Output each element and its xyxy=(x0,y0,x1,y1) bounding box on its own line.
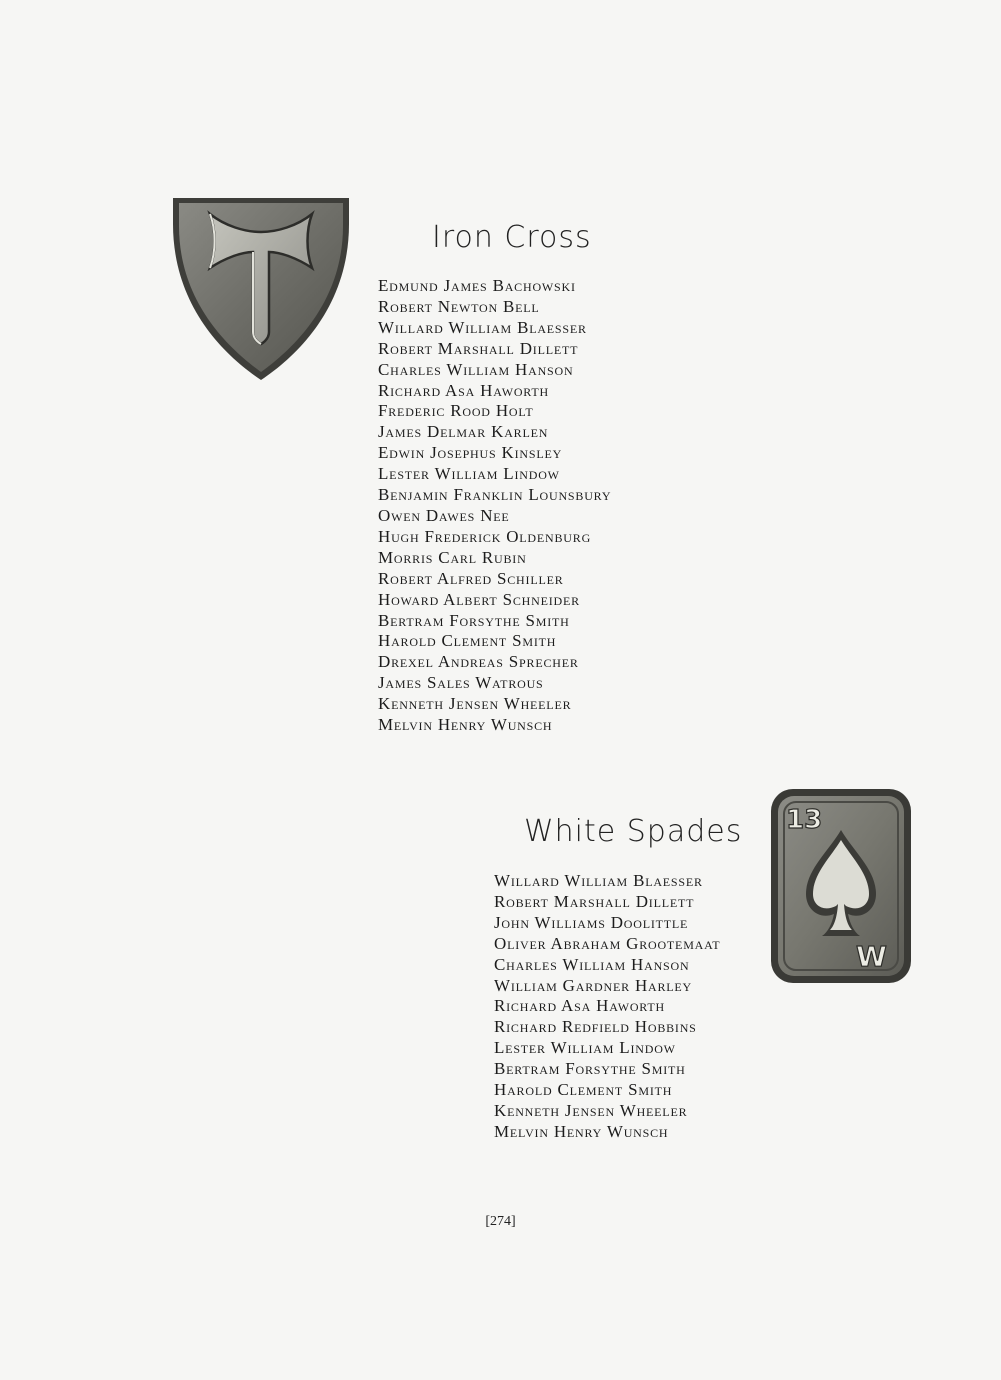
list-item: Charles William Hanson xyxy=(494,954,690,974)
list-item: Melvin Henry Wunsch xyxy=(378,715,553,735)
list-item: Robert Newton Bell xyxy=(378,296,540,316)
iron-cross-title: Iron Cross xyxy=(432,220,592,255)
list-item: Robert Marshall Dillett xyxy=(494,891,695,911)
list-item: Drexel Andreas Sprecher xyxy=(378,652,579,672)
iron-cross-shield-icon xyxy=(170,194,352,384)
list-item: Willard William Blaesser xyxy=(494,871,703,890)
list-item: Lester William Lindow xyxy=(378,464,560,484)
list-item: Willard William Blaesser xyxy=(378,317,587,337)
page-number: [274] xyxy=(485,1214,516,1229)
list-item: Edmund James Bachowski xyxy=(378,276,576,295)
iron-cross-member-list xyxy=(378,276,611,736)
list-item: Richard Asa Haworth xyxy=(494,996,665,1016)
list-item: Melvin Henry Wunsch xyxy=(494,1121,669,1141)
list-item: Morris Carl Rubin xyxy=(378,547,527,567)
white-spade-card-pin-icon xyxy=(768,786,914,986)
white-spades-member-list xyxy=(494,871,720,1143)
list-item: Bertram Forsythe Smith xyxy=(494,1059,686,1079)
list-item: Robert Marshall Dillett xyxy=(378,338,579,358)
list-item: Harold Clement Smith xyxy=(494,1080,673,1100)
list-item: Owen Dawes Nee xyxy=(378,505,510,525)
white-spades-title: White Spades xyxy=(524,814,743,849)
card-number-text: 13 xyxy=(786,805,823,835)
list-item: Frederic Rood Holt xyxy=(378,401,534,421)
list-item: Lester William Lindow xyxy=(494,1038,676,1058)
list-item: John Williams Doolittle xyxy=(494,912,689,932)
list-item: Howard Albert Schneider xyxy=(378,589,580,609)
list-item: Benjamin Franklin Lounsbury xyxy=(378,485,612,505)
list-item: William Gardner Harley xyxy=(494,975,693,995)
list-item: Hugh Frederick Oldenburg xyxy=(378,526,592,546)
list-item: James Delmar Karlen xyxy=(378,422,549,442)
list-item: Kenneth Jensen Wheeler xyxy=(494,1100,688,1120)
list-item: James Sales Watrous xyxy=(378,673,544,693)
list-item: Bertram Forsythe Smith xyxy=(378,610,570,630)
card-letter-text: W xyxy=(856,940,887,973)
list-item: Harold Clement Smith xyxy=(378,631,557,651)
list-item: Oliver Abraham Grootemaat xyxy=(494,933,721,953)
list-item: Richard Redfield Hobbins xyxy=(494,1017,697,1037)
list-item: Richard Asa Haworth xyxy=(378,380,549,400)
list-item: Robert Alfred Schiller xyxy=(378,568,564,588)
list-item: Charles William Hanson xyxy=(378,359,574,379)
list-item: Edwin Josephus Kinsley xyxy=(378,443,563,463)
list-item: Kenneth Jensen Wheeler xyxy=(378,694,572,714)
